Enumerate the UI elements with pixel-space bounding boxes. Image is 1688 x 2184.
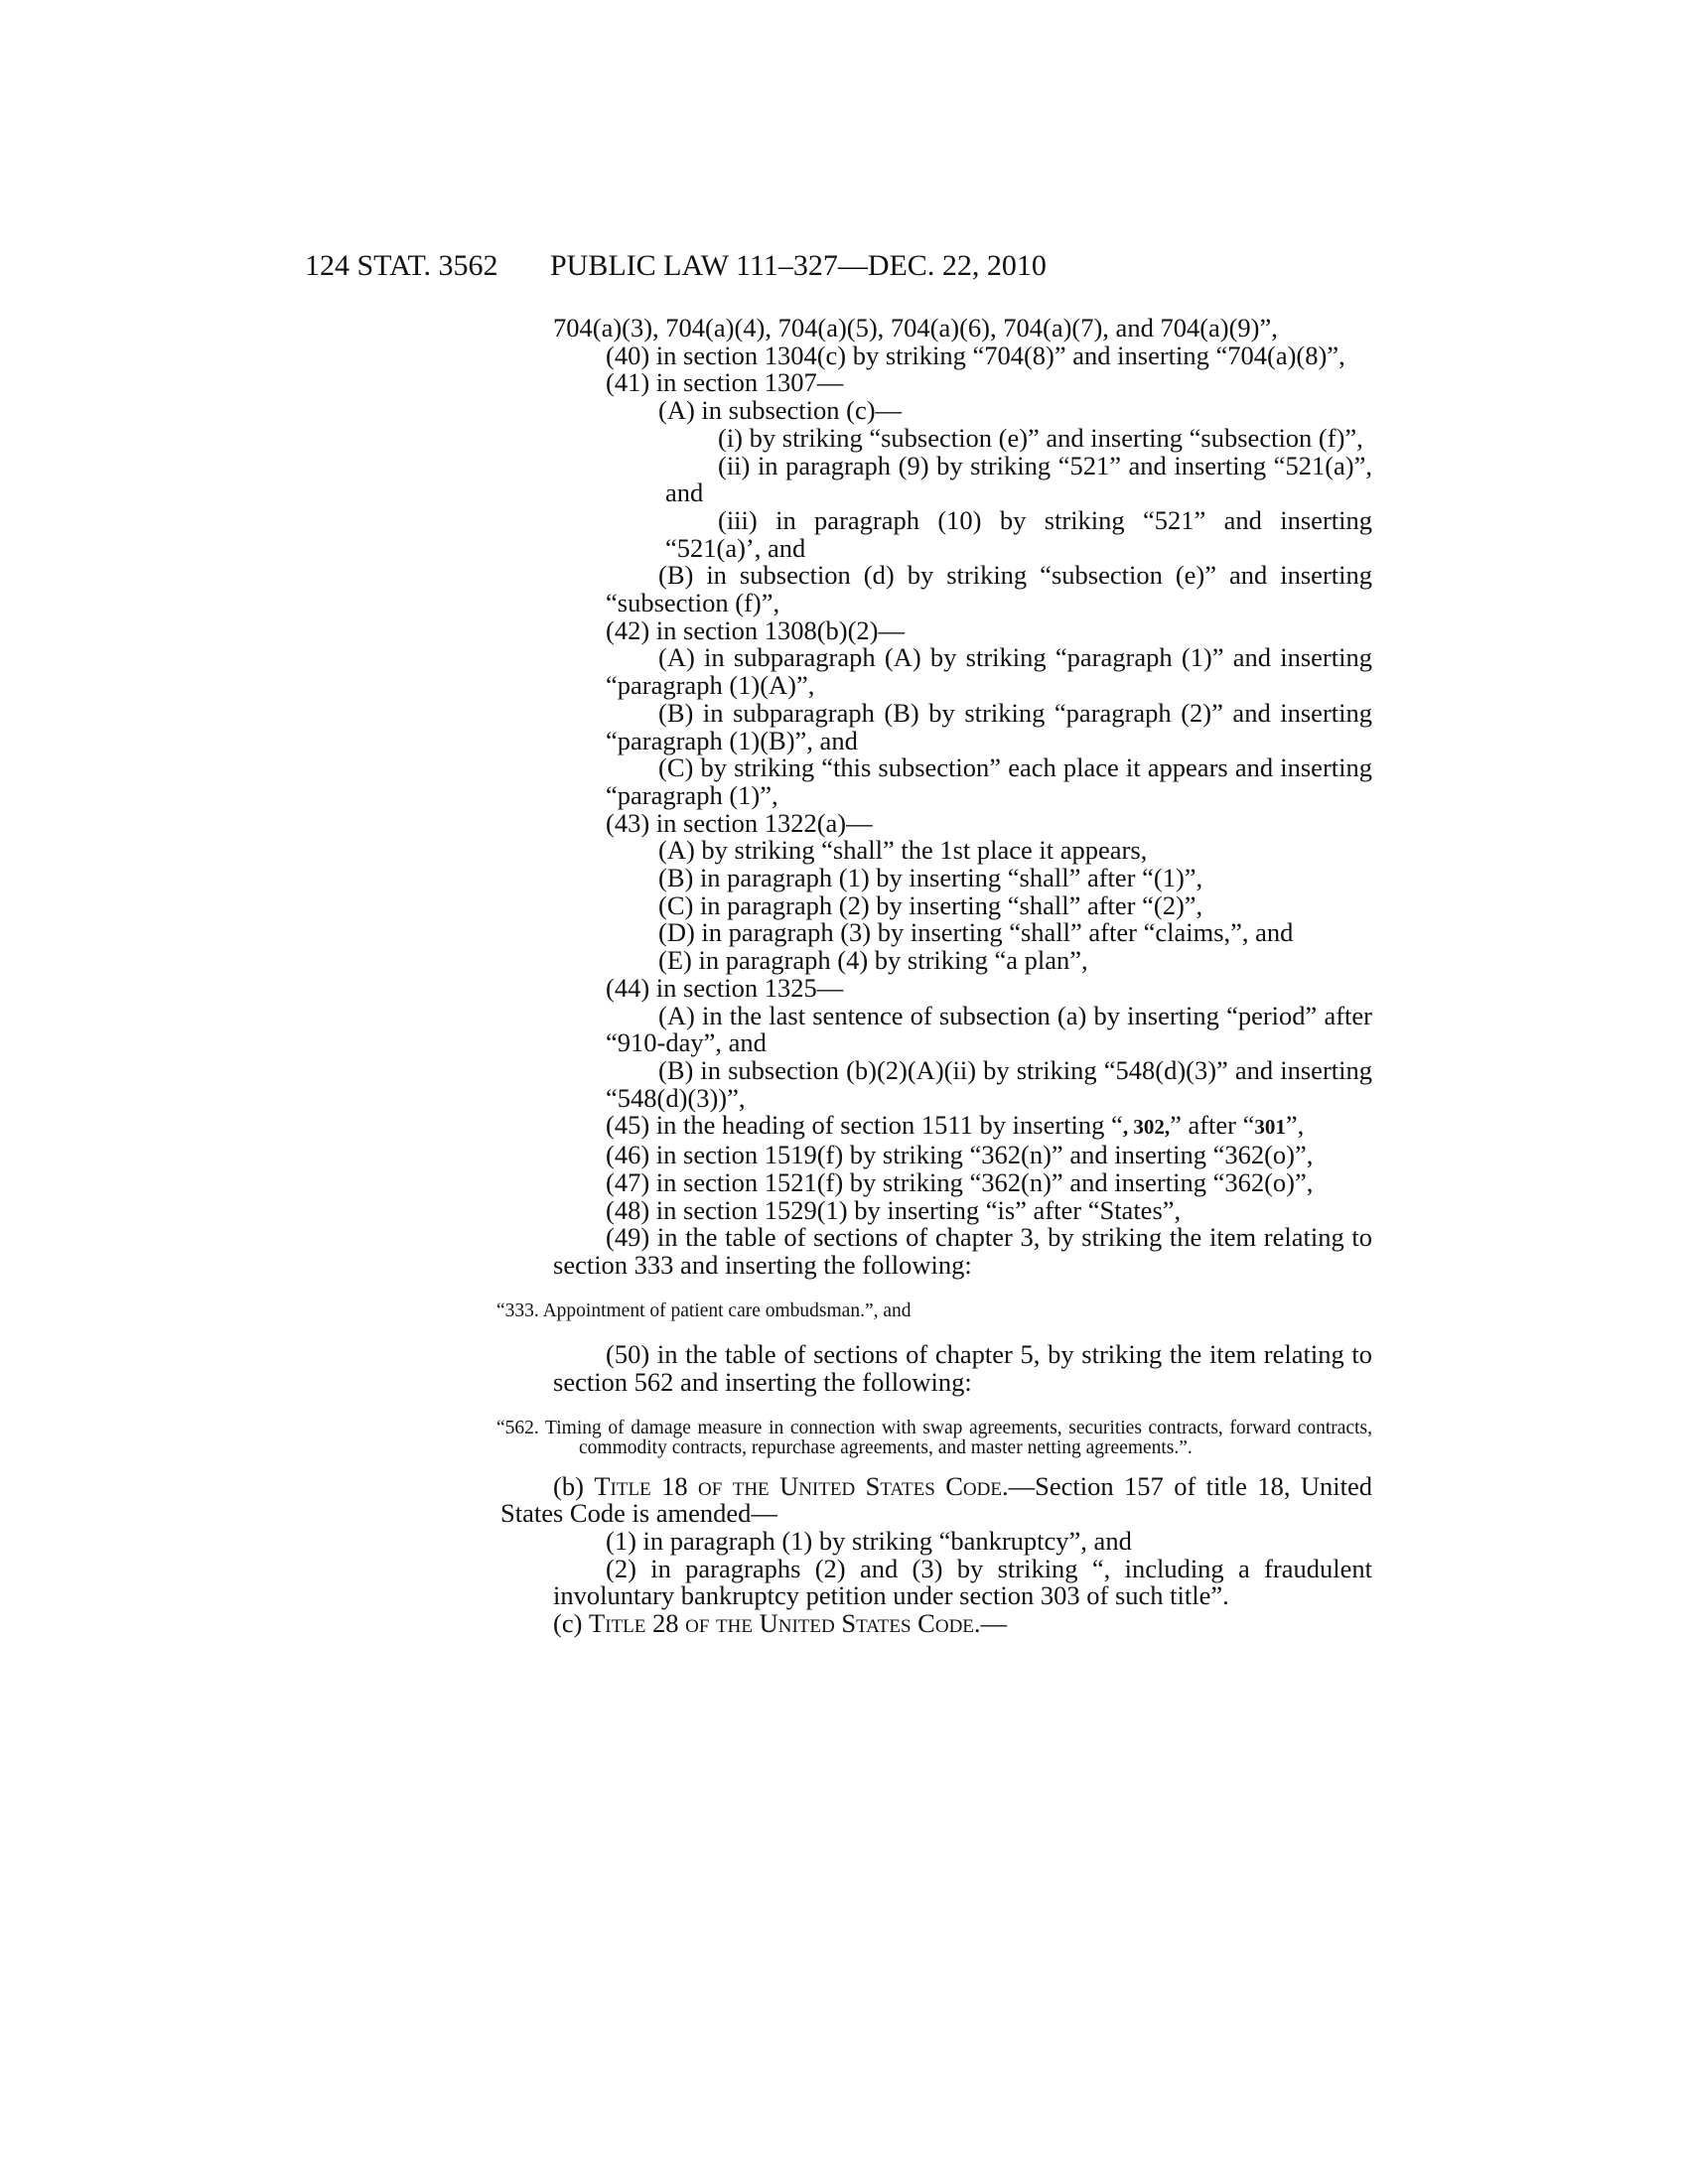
document-body — [496, 313, 1372, 1639]
paragraph-41: (41) in section 1307— — [606, 367, 844, 398]
public-law-title: PUBLIC LAW 111–327—DEC. 22, 2010 — [550, 249, 1047, 282]
subparagraph: (B) in paragraph (1) by inserting “shall” after “(1)”, — [658, 863, 1203, 893]
subparagraph: (D) in paragraph (3) by inserting “shall” after “claims,”, and — [658, 917, 1294, 948]
subsection-heading: Title 28 of the United States Code — [589, 1608, 974, 1639]
subparagraph: (C) in paragraph (2) by inserting “shall” after “(2)”, — [658, 889, 1203, 920]
subparagraph: (A) in subparagraph (A) by striking “paragraph (1)” and inserting “paragraph (1)(A)”, — [606, 642, 1372, 701]
table-of-sections-item-562: “562. Timing of damage measure in connection with swap agreements, securities contracts, forward contracts, commodity contracts, repurchase agreements, and master netting agreements.”. — [496, 1417, 1372, 1459]
paragraph-47: (47) in section 1521(f) by striking “362(n)” and inserting “362(o)”, — [606, 1166, 1314, 1197]
subparagraph: (B) in subsection (b)(2)(A)(ii) by striking “548(d)(3)” and inserting “548(d)(3))”, — [606, 1054, 1372, 1113]
paragraph-43: (43) in section 1322(a)— — [606, 807, 873, 838]
subsection-heading: Title 18 of the United States Code — [594, 1470, 1002, 1501]
text-run: .— — [973, 1608, 1008, 1639]
paragraph-44: (44) in section 1325— — [606, 972, 844, 1003]
paragraph-42: (42) in section 1308(b)(2)— — [606, 614, 905, 645]
paragraph-2: (2) in paragraphs (2) and (3) by striking “, including a fraudulent involuntary bankruptcy petition under section 303 of such title”. — [553, 1553, 1372, 1611]
page-citation: 124 STAT. 3562 — [305, 249, 498, 282]
paragraph-46: (46) in section 1519(f) by striking “362(n)” and inserting “362(o)”, — [606, 1140, 1314, 1170]
subsection-b — [500, 1470, 1372, 1529]
text-run: (45) in the heading of section 1511 by inserting “ — [606, 1110, 1123, 1141]
paragraph-49: (49) in the table of sections of chapter 3, by striking the item relating to section 333 and inserting the following: — [553, 1222, 1372, 1280]
running-header — [305, 246, 1372, 286]
clause: (i) by striking “subsection (e)” and inserting “subsection (f)”, — [718, 422, 1363, 453]
text-run: ”, — [1285, 1110, 1305, 1141]
paragraph-40: (40) in section 1304(c) by striking “704(8)” and inserting “704(a)(8)”, — [606, 340, 1345, 370]
subparagraph: (B) in subsection (d) by striking “subsection (e)” and inserting “subsection (f)”, — [606, 560, 1372, 618]
subparagraph: (B) in subparagraph (B) by striking “paragraph (2)” and inserting “paragraph (1)(B)”, and — [606, 697, 1372, 755]
text-line: 704(a)(3), 704(a)(4), 704(a)(5), 704(a)(6), 704(a)(7), and 704(a)(9)”, — [553, 313, 1278, 342]
paragraph-1: (1) in paragraph (1) by striking “bankruptcy”, and — [606, 1525, 1132, 1556]
table-of-sections-item-333: “333. Appointment of patient care ombudsman.”, and — [496, 1299, 912, 1321]
text-run: (c) — [553, 1608, 590, 1639]
subsection-c — [500, 1610, 1372, 1638]
paragraph-48: (48) in section 1529(1) by inserting “is” after “States”, — [606, 1194, 1182, 1225]
paragraph-45 — [553, 1112, 1372, 1142]
clause: (ii) in paragraph (9) by striking “521” and inserting “521(a)”, and — [665, 450, 1372, 508]
text-run: .—Section 157 of title 18, United States Code is amended— — [500, 1470, 1372, 1529]
subparagraph: (E) in paragraph (4) by striking “a plan”, — [658, 945, 1088, 976]
paragraph-50: (50) in the table of sections of chapter 5, by striking the item relating to section 562 and inserting the following: — [553, 1339, 1372, 1397]
subparagraph: (A) in the last sentence of subsection (a) by inserting “period” after “910-day”, and — [606, 1000, 1372, 1058]
text-run: (b) — [553, 1470, 595, 1501]
subparagraph: (C) by striking “this subsection” each place it appears and inserting “paragraph (1)”, — [606, 752, 1372, 810]
bold-heading-text: , 302, — [1122, 1115, 1171, 1140]
subparagraph: (A) by striking “shall” the 1st place it appears, — [658, 835, 1148, 866]
bold-heading-text: 301 — [1254, 1115, 1286, 1140]
text-run: ” after “ — [1170, 1110, 1255, 1141]
subparagraph: (A) in subsection (c)— — [658, 395, 903, 426]
clause: (iii) in paragraph (10) by striking “521” and inserting “521(a)’, and — [665, 504, 1372, 563]
